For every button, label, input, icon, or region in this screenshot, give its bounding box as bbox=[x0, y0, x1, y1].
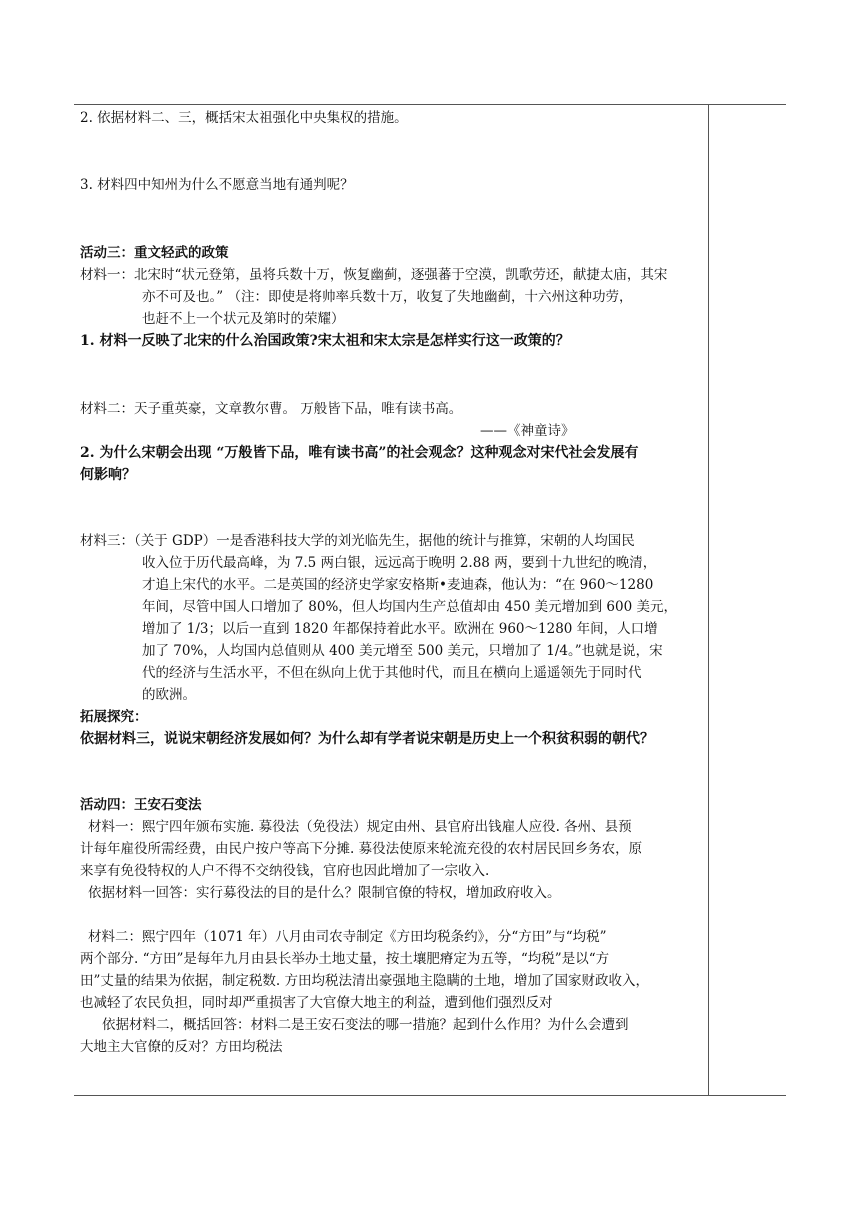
act3-material-3-line-6: 加了 70%，人均国内总值则从 400 美元增至 500 美元，只增加了 1/4。”也就是说，宋 bbox=[142, 643, 663, 659]
question-2: 2. 依据材料二、三，概括宋太祖强化中央集权的措施。 bbox=[80, 110, 408, 126]
act4-material-2-line-2: 两个部分. “方田”是每年九月由县长举办土地丈量，按土壤肥瘠定为五等，“均税”是以“方 bbox=[80, 951, 610, 967]
act3-material-1-line-2: 亦不可及也。” （注：即使是将帅率兵数十万，收复了失地幽蓟，十六州这种功劳， bbox=[142, 289, 633, 305]
act4-material-1-line-3: 来享有免役特权的人户不得不交纳役钱，官府也因此增加了一宗收入. bbox=[80, 863, 490, 879]
act3-material-1-line-1: 材料一：北宋时“状元登第，虽将兵数十万，恢复幽蓟，逐强蕃于空漠，凯歌劳还，献捷太庙，其宋 bbox=[80, 267, 668, 283]
worksheet-content bbox=[80, 104, 702, 1096]
activity-4-title: 活动四：王安石变法 bbox=[80, 797, 202, 813]
act4-material-2-line-3: 田”丈量的结果为依据，制定税数. 方田均税法清出豪强地主隐瞒的土地，增加了国家财政收入， bbox=[80, 973, 649, 989]
act4-material-2-line-4: 也减轻了农民负担，同时却严重损害了大官僚大地主的利益，遭到他们强烈反对 bbox=[80, 995, 553, 1011]
act4-material-2-question-line-1: 依据材料二，概括回答：材料二是王安石变法的哪一措施？起到什么作用？为什么会遭到 bbox=[102, 1017, 629, 1033]
explore-question: 依据材料三，说说宋朝经济发展如何？为什么却有学者说宋朝是历史上一个积贫积弱的朝代？ bbox=[80, 731, 654, 747]
act3-material-2-source: ——《神童诗》 bbox=[480, 423, 575, 439]
act4-material-1-line-2: 计每年雇役所需经费，由民户按户等高下分摊. 募役法使原来轮流充役的农村居民回乡务农，原 bbox=[80, 841, 643, 857]
act3-question-1: 1. 材料一反映了北宋的什么治国政策?宋太祖和宋太宗是怎样实行这一政策的？ bbox=[80, 333, 570, 349]
act3-material-1-line-3: 也赶不上一个状元及第时的荣耀） bbox=[142, 311, 345, 327]
activity-3-title: 活动三：重文轻武的政策 bbox=[80, 245, 229, 261]
act3-material-3-line-8: 的欧洲。 bbox=[142, 687, 196, 703]
table-column-divider bbox=[708, 104, 709, 1096]
question-3: 3. 材料四中知州为什么不愿意当地有通判呢？ bbox=[80, 177, 354, 193]
act4-material-2-line-1: 材料二：熙宁四年（1071 年）八月由司农寺制定《方田均税条约》，分“方田”与“均税” bbox=[88, 929, 607, 945]
explore-title: 拓展探究： bbox=[80, 709, 148, 725]
act3-question-2-line-1: 2. 为什么宋朝会出现 “万般皆下品，唯有读书高”的社会观念？这种观念对宋代社会发展有 bbox=[80, 445, 639, 461]
act4-material-2-question-line-2: 大地主大官僚的反对？方田均税法 bbox=[80, 1039, 283, 1055]
act4-material-1-answer: 依据材料一回答：实行募役法的目的是什么？限制官僚的特权，增加政府收入。 bbox=[88, 885, 561, 901]
act4-material-1-line-1: 材料一：熙宁四年颁布实施. 募役法（免役法）规定由州、县官府出钱雇人应役. 各州、县预 bbox=[88, 819, 632, 835]
act3-material-3-line-2: 收入位于历代最高峰，为 7.5 两白银，远远高于晚明 2.88 两，要到十九世纪的晚清， bbox=[142, 555, 657, 571]
act3-material-3-line-4: 年间，尽管中国人口增加了 80%，但人均国内生产总值却由 450 美元增加到 600 美元， bbox=[142, 599, 677, 615]
act3-question-2-line-2: 何影响？ bbox=[80, 467, 136, 483]
act3-material-3-line-5: 增加了 1/3；以后一直到 1820 年都保持着此水平。欧洲在 960～1280 年间，人口增 bbox=[142, 621, 658, 637]
act3-material-3-line-1: 材料三：（关于 GDP）一是香港科技大学的刘光临先生，据他的统计与推算，宋朝的人均国民 bbox=[80, 533, 635, 549]
act3-material-3-line-7: 代的经济与生活水平，不但在纵向上优于其他时代，而且在横向上遥遥领先于同时代 bbox=[142, 665, 642, 681]
act3-material-3-line-3: 才追上宋代的水平。二是英国的经济史学家安格斯•麦迪森，他认为：“在 960～1280 bbox=[142, 577, 654, 593]
act3-material-2: 材料二：天子重英豪，文章教尔曹。 万般皆下品，唯有读书高。 bbox=[80, 401, 463, 417]
